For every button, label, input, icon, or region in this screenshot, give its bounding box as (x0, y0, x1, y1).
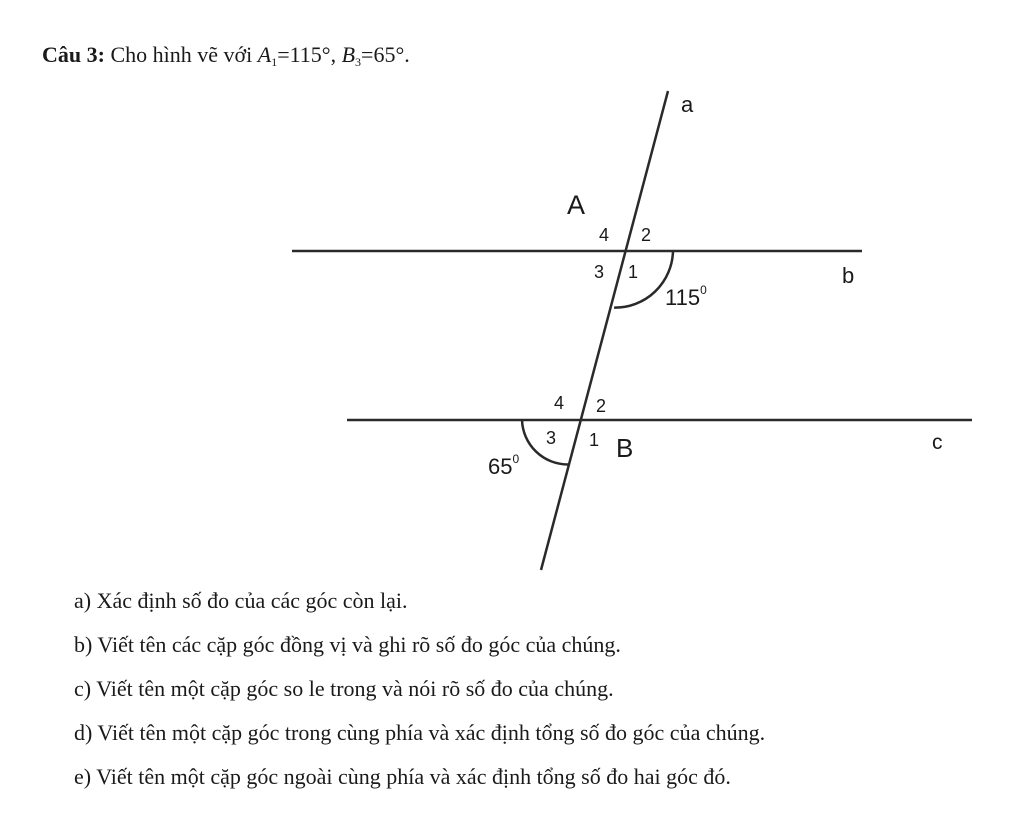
point-a-label: A (567, 190, 586, 220)
angle-b-degree-mark: 0 (512, 452, 520, 466)
line-b-label: b (842, 263, 855, 288)
question-e: e) Viết tên một cặp góc ngoài cùng phía và xác định tổng số đo hai góc đó. (74, 764, 731, 789)
given-angle-a-letter: A (257, 42, 272, 67)
angle-b-measure-value: 65 (488, 454, 513, 479)
angle-a-degree-mark: 0 (700, 283, 707, 297)
given-angle-a-value: =115° (277, 42, 331, 67)
line-a (541, 91, 668, 570)
angle-a-measure (665, 283, 707, 310)
angle-number-b1: 1 (589, 430, 600, 450)
question-c: c) Viết tên một cặp góc so le trong và nói rõ số đo của chúng. (74, 676, 614, 701)
angle-number-a2: 2 (641, 225, 652, 245)
angle-number-a4: 4 (599, 225, 610, 245)
question-b: b) Viết tên các cặp góc đồng vị và ghi rõ số đo góc của chúng. (74, 632, 621, 657)
given-angle-b-letter: B (341, 42, 356, 67)
angle-number-a1: 1 (628, 262, 639, 282)
angle-a-measure-value: 115 (665, 285, 701, 310)
line-a-label: a (681, 92, 694, 117)
angle-number-b2: 2 (596, 396, 607, 416)
angle-b-measure (488, 452, 519, 479)
angle-number-b3: 3 (546, 428, 557, 448)
given-angle-b-value: =65° (361, 42, 405, 67)
question-d: d) Viết tên một cặp góc trong cùng phía và xác định tổng số đo góc của chúng. (74, 720, 766, 745)
given-end: . (404, 42, 410, 67)
problem-intro: Cho hình vẽ với (110, 42, 253, 67)
angle-number-a3: 3 (594, 262, 605, 282)
given-angle-a-sub: 1 (271, 55, 278, 69)
given-angle-b-sub: 3 (355, 55, 362, 69)
line-c-label: c (932, 431, 943, 454)
point-b-label: B (616, 433, 634, 463)
question-a: a) Xác định số đo của các góc còn lại. (74, 588, 408, 613)
angle-number-b4: 4 (554, 393, 565, 413)
problem-label: Câu 3: (42, 42, 105, 67)
given-separator: , (330, 42, 337, 67)
